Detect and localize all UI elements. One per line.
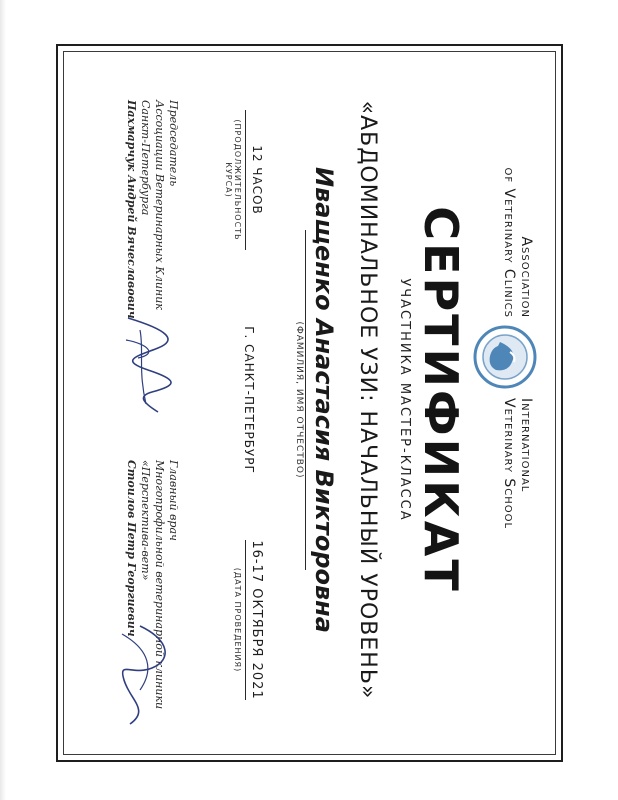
name-underline bbox=[305, 230, 306, 570]
right-signature-icon bbox=[100, 620, 180, 730]
left-signatory-org: Ассоциации Ветеринарных Клиник bbox=[153, 100, 166, 310]
date-caption: (ДАТА ПРОВЕДЕНИЯ) bbox=[233, 567, 242, 673]
association-line-2: of Veterinary Clinics bbox=[501, 167, 517, 318]
right-signatory-org: Многопрофильной ветеринарной клиники bbox=[153, 460, 166, 710]
right-signatory-position: Главный врач bbox=[167, 460, 180, 541]
city-value: Г. САНКТ-ПЕТЕРБУРГ bbox=[242, 326, 256, 474]
association-label bbox=[500, 158, 534, 318]
left-signatory-name: Пахмарчук Андрей Вячеславович bbox=[125, 100, 138, 319]
school-line-2: Veterinary School bbox=[501, 398, 517, 530]
duration-caption: (ПРОДОЛЖИТЕЛЬНОСТЬ КУРСА) bbox=[224, 119, 242, 241]
duration-underline bbox=[245, 110, 246, 250]
certificate-sheet bbox=[88, 60, 540, 740]
left-signatory-position: Председатель bbox=[167, 100, 180, 187]
certificate-title: СЕРТИФИКАТ bbox=[414, 206, 468, 594]
certificate-subtitle: УЧАСТНИКА МАСТЕР-КЛАССА bbox=[397, 278, 412, 522]
school-line-1: International bbox=[518, 398, 534, 493]
association-line-1: Association bbox=[518, 236, 534, 318]
duration-value: 12 ЧАСОВ bbox=[250, 145, 264, 215]
date-underline bbox=[245, 540, 246, 700]
course-title: «АБДОМИНАЛЬНОЕ УЗИ: НАЧАЛЬНЫЙ УРОВЕНЬ» bbox=[355, 100, 380, 700]
left-signatory-block bbox=[124, 100, 180, 330]
left-signatory-city: Санкт-Петербурга bbox=[139, 100, 152, 216]
participant-name: Иващенко Анастасия Викторовна bbox=[310, 167, 338, 633]
school-logo-icon bbox=[470, 322, 540, 392]
right-signatory-clinic: «Перспектива-вет» bbox=[139, 460, 152, 581]
right-signatory-name: Стоилов Петр Георгиевич bbox=[125, 460, 138, 637]
participant-name-caption: (ФАМИЛИЯ, ИМЯ ОТЧЕСТВО) bbox=[294, 321, 304, 479]
scan-edge bbox=[0, 0, 6, 800]
left-signature-icon bbox=[108, 310, 188, 420]
date-value: 16-17 ОКТЯБРЯ 2021 bbox=[249, 540, 264, 700]
school-label bbox=[500, 398, 534, 598]
